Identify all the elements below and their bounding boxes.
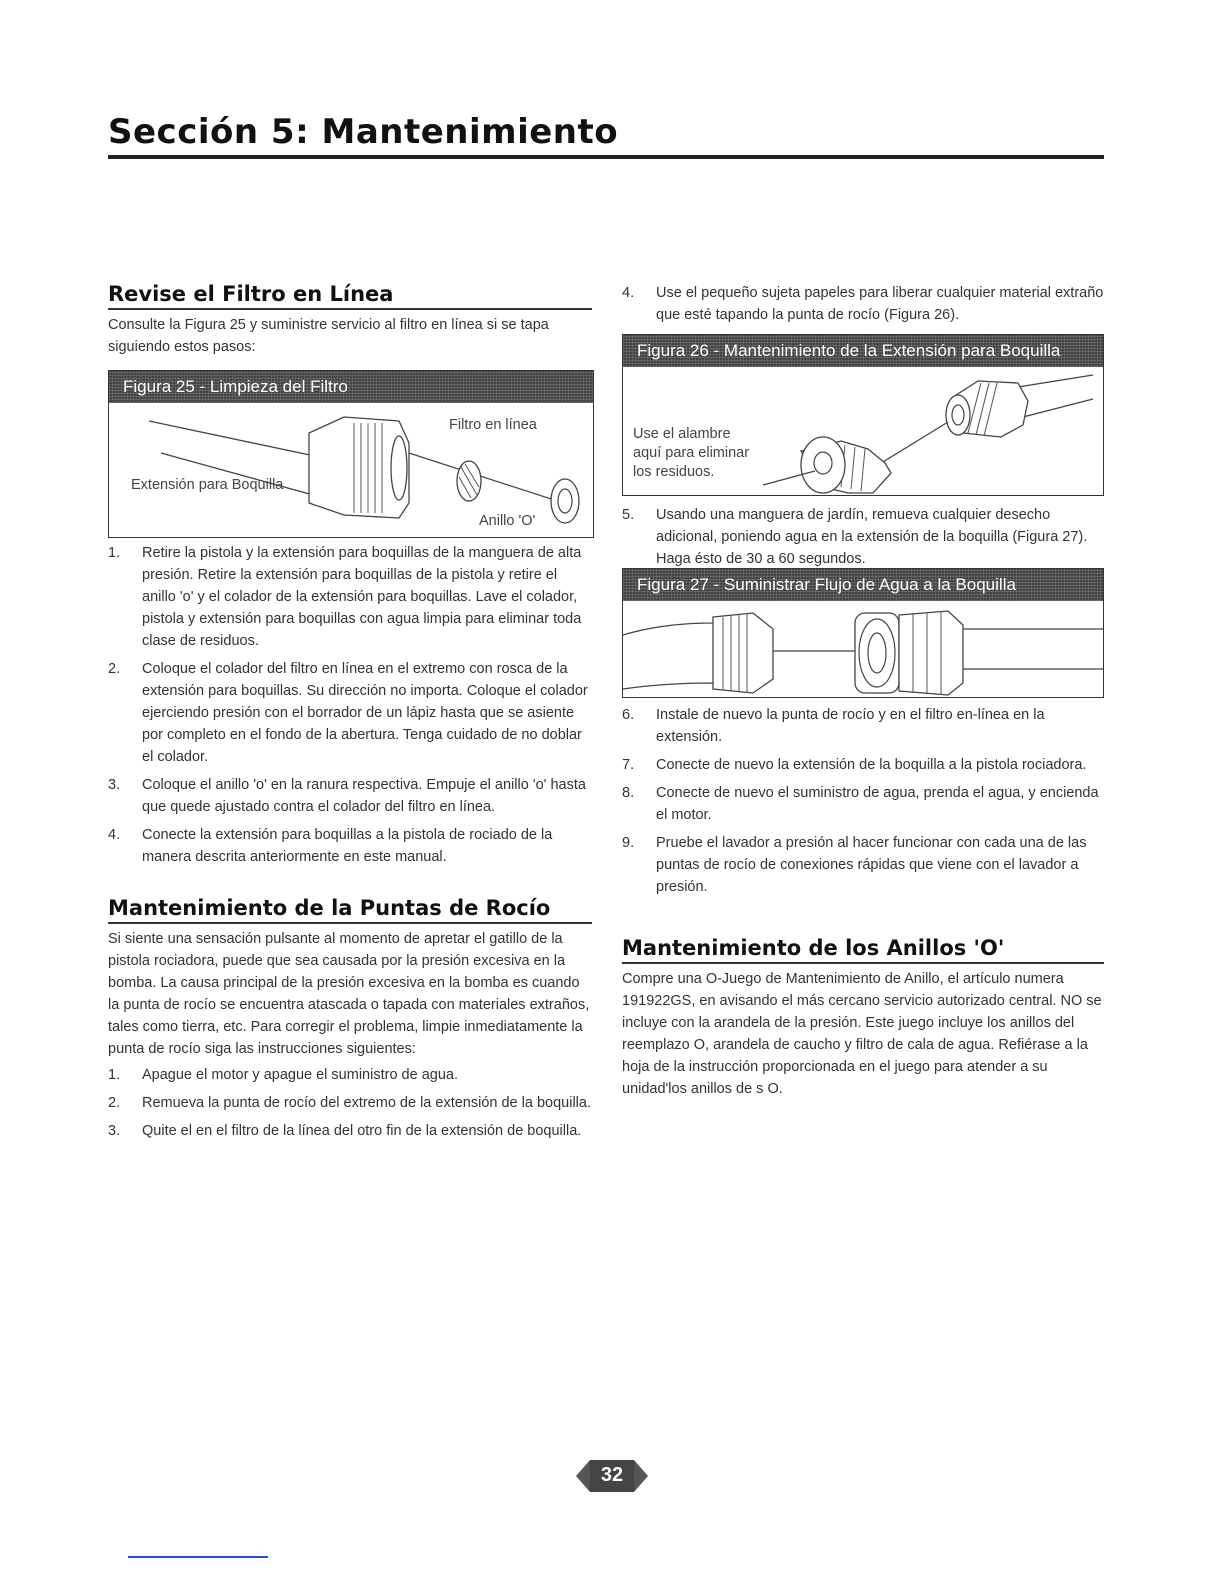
page-number-badge [576,1456,648,1496]
label-use-wire: Use el alambre aquí para eliminar los residuos. [633,426,750,480]
list-item: 7. Conecte de nuevo la extensión de la boquilla a la pistola rociadora. [622,757,1087,773]
list-item: 6. Instale de nuevo la punta de rocío y en el filtro en-línea en la extensión. [622,707,1045,745]
orings-heading: Mantenimiento de los Anillos 'O' [622,936,1104,964]
list-item: 3. Quite el en el filtro de la línea del otro fin de la extensión de boquilla. [108,1123,582,1139]
page-number: 32 [600,1464,624,1486]
figure-27 [622,568,1104,698]
nozzle-section [108,896,592,1148]
orings-text: Compre una O-Juego de Mantenimiento de Anillo, el artículo numera 191922GS, en avisando el más cercano servicio autorizado central. NO se incluye con la arandela de la presión. Este juego incluye los anillos del reemplazo O, arandela de caucho y filtro de cala de agua. Refiérase a la hoja de la instrucción proporcionada en el juego para atender a su unidad'los anillos de s O. [622,971,1102,1097]
list-item: 2. Coloque el colador del filtro en línea en el extremo con rosca de la extensión para boquillas. Su dirección no importa. Coloque el colador ejerciendo presión con el borrador de un lápiz hasta que se asiente por completo en el fondo de la abertura. Tenga cuidado de no doblar el colador. [108,661,588,765]
figure-25-title: Figura 25 - Limpieza del Filtro [109,371,593,403]
label-inline-filter: Filtro en línea [449,417,537,433]
filter-section [108,282,592,358]
nozzle-heading: Mantenimiento de la Puntas de Rocío [108,896,592,924]
water-flow-diagram [623,601,1103,697]
right-step-5 [622,504,1104,576]
list-item: 1. Apague el motor y apague el suministro de agua. [108,1067,458,1083]
list-item: 9. Pruebe el lavador a presión al hacer funcionar con cada una de las puntas de rocío de conexiones rápidas que viene con el lavador a presión. [622,835,1087,895]
list-item: 3. Coloque el anillo 'o' en la ranura respectiva. Empuje el anillo 'o' hasta que quede ajustado contra el colador del filtro en línea. [108,777,586,815]
right-steps-after [622,704,1104,904]
bottom-link-line [128,1556,268,1558]
list-item: 1. Retire la pistola y la extensión para boquillas de la manguera de alta presión. Retire la extensión para boquillas de la pistola y retire el anillo 'o' y el colador de la extensión para boquillas. Lave el colador, pistola y extensión para boquillas con agua limpia para eliminar toda clase de residuos. [108,545,582,649]
figure-26-title: Figura 26 - Mantenimiento de la Extensión para Boquilla [623,335,1103,367]
list-item: 8. Conecte de nuevo el suministro de agua, prenda el agua, y encienda el motor. [622,785,1099,823]
label-o-ring: Anillo 'O' [479,513,536,529]
filter-heading: Revise el Filtro en Línea [108,282,592,310]
filter-steps [108,542,592,874]
filter-intro: Consulte la Figura 25 y suministre servicio al filtro en línea si se tapa siguiendo estos pasos: [108,317,549,355]
list-item: 5. Usando una manguera de jardín, remueva cualquier desecho adicional, poniendo agua en la extensión de la boquilla (Figura 27). Haga ésto de 30 a 60 segundos. [622,507,1088,567]
list-item: 4. Use el pequeño sujeta papeles para liberar cualquier material extraño que esté tapando la punta de rocío (Figura 26). [622,285,1104,323]
figure-25 [108,370,594,538]
title-divider [108,155,1104,159]
list-item: 2. Remueva la punta de rocío del extremo de la extensión de la boquilla. [108,1095,591,1111]
label-nozzle-extension: Extensión para Boquilla [131,477,284,493]
right-step-4 [622,282,1104,332]
figure-26 [622,334,1104,496]
orings-section [622,936,1104,1100]
figure-27-title: Figura 27 - Suministrar Flujo de Agua a la Boquilla [623,569,1103,601]
section-title: Sección 5: Mantenimiento [108,112,619,152]
list-item: 4. Conecte la extensión para boquillas a la pistola de rociado de la manera descrita anteriormente en este manual. [108,827,553,865]
nozzle-intro: Si siente una sensación pulsante al momento de apretar el gatillo de la pistola rociadora, puede que sea causada por la presión excesiva en la bomba. La causa principal de la presión excesiva en la bomba es cuando la punta de rocío se encuentra atascada o tapada con materiales extraños, tales como tierra, etc. Para corregir el problema, limpie inmediatamente la punta de rocío siga las instrucciones siguientes: [108,931,590,1057]
